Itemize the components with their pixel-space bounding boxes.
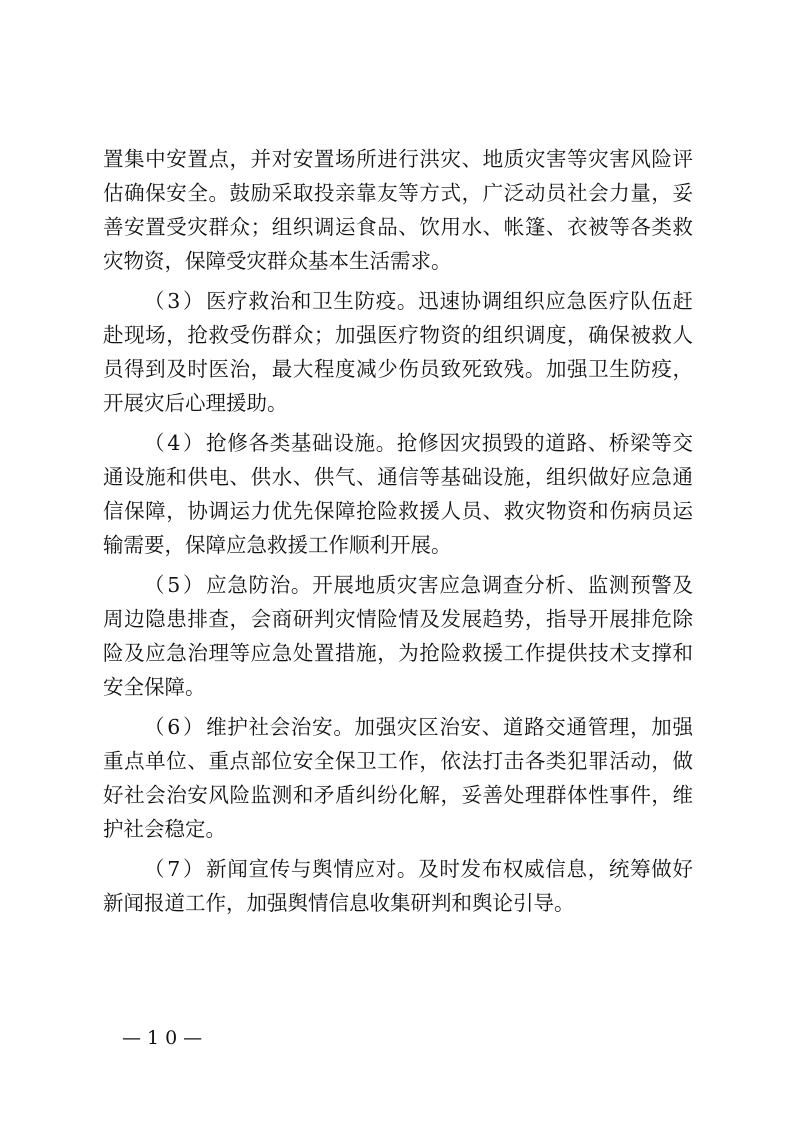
paragraph-item-7 [103, 852, 693, 920]
body-text [103, 142, 693, 926]
paragraph-text: 维护社会治安。加强灾区治安、道路交通管理，加强重点单位、重点部位安全保卫工作，依法打击各类犯罪活动，做好社会治安风险监测和矛盾纠纷化解，妥善处理群体性事件，维护社会稳定。 [103, 715, 693, 841]
paragraph-text: 置集中安置点，并对安置场所进行洪灾、地质灾害等灾害风险评估确保安全。鼓励采取投亲靠友等方式，广泛动员社会力量，妥善安置受灾群众；组织调运食品、饮用水、帐篷、衣被等各类救灾物资，保障受灾群众基本生活需求。 [103, 147, 693, 273]
item-marker: （5） [144, 573, 207, 597]
paragraph-continued [103, 142, 693, 278]
paragraph-text: 新闻宣传与舆情应对。及时发布权威信息，统筹做好新闻报道工作，加强舆情信息收集研判和舆论引导。 [103, 857, 693, 915]
item-marker: （6） [144, 715, 207, 739]
paragraph-text: 抢修各类基础设施。抢修因灾损毁的道路、桥梁等交通设施和供电、供水、供气、通信等基础设施，组织做好应急通信保障，协调运力优先保障抢险救援人员、救灾物资和伤病员运输需要，保障应急救援工作顺利开展。 [103, 431, 693, 557]
paragraph-text: 医疗救治和卫生防疫。迅速协调组织应急医疗队伍赶赴现场，抢救受伤群众；加强医疗物资的组织调度，确保被救人员得到及时医治，最大程度减少伤员致死致残。加强卫生防疫，开展灾后心理援助。 [103, 289, 693, 415]
item-marker: （4） [144, 431, 207, 455]
item-marker: （3） [144, 289, 207, 313]
page-number: —10— [122, 1027, 209, 1049]
paragraph-item-3 [103, 284, 693, 420]
paragraph-text: 应急防治。开展地质灾害应急调查分析、监测预警及周边隐患排查，会商研判灾情险情及发展趋势，指导开展排危除险及应急治理等应急处置措施，为抢险救援工作提供技术支撑和安全保障。 [103, 573, 693, 699]
paragraph-item-5 [103, 568, 693, 704]
paragraph-item-6 [103, 710, 693, 846]
item-marker: （7） [144, 857, 207, 881]
paragraph-item-4 [103, 426, 693, 562]
